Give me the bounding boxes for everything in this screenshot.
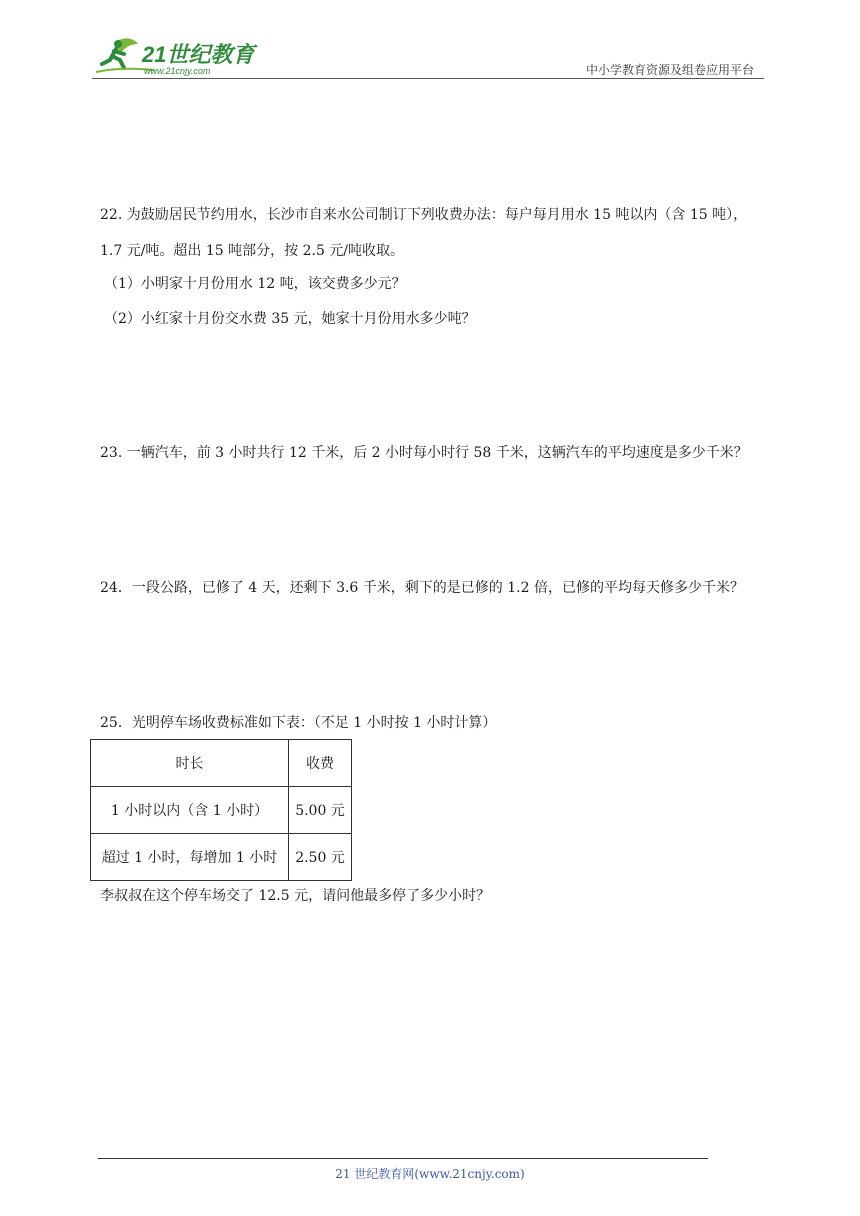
question-23: 23. 一辆汽车，前 3 小时共行 12 千米，后 2 小时每小时行 58 千米，这辆汽车的平均速度是多少千米？ [100,445,748,461]
logo-url: www.21cnjy.com [144,66,211,76]
logo-title: 21世纪教育 [142,42,255,67]
parking-fee-table [90,739,352,881]
table-header-cell: 时长 [91,740,289,787]
runner-logo-icon [94,34,264,78]
question-22-line-1: 22. 为鼓励居民节约用水，长沙市自来水公司制订下列收费办法：每户每月用水 15 吨以内（含 15 吨）， [100,207,748,223]
header-platform-text: 中小学教育资源及组卷应用平台 [585,63,754,77]
question-25-intro: 25．光明停车场收费标准如下表：（不足 1 小时按 1 小时计算） [100,715,497,731]
question-25-question: 李叔叔在这个停车场交了 12.5 元，请问他最多停了多少小时？ [100,888,491,904]
table-row [91,787,352,834]
question-22-line-2: 1.7 元/吨。超出 15 吨部分，按 2.5 元/吨收取。 [100,243,405,259]
table-cell: 5.00 元 [289,787,352,834]
question-24: 24．一段公路，已修了 4 天，还剩下 3.6 千米，剩下的是已修的 1.2 倍，已修的平均每天修多少千米？ [100,580,744,596]
question-22-part-2: （2）小红家十月份交水费 35 元，她家十月份用水多少吨？ [104,311,476,327]
table-cell: 2.50 元 [289,834,352,881]
table-row [91,834,352,881]
table-header-row [91,740,352,787]
table-cell: 1 小时以内（含 1 小时） [91,787,289,834]
footer-divider [98,1158,708,1159]
table-cell: 超过 1 小时，每增加 1 小时 [91,834,289,881]
footer-text: 21 世纪教育网(www.21cnjy.com) [335,1167,525,1181]
question-22-part-1: （1）小明家十月份用水 12 吨，该交费多少元？ [104,276,406,292]
site-logo [94,34,264,78]
table-header-cell: 收费 [289,740,352,787]
header-divider [92,78,764,79]
